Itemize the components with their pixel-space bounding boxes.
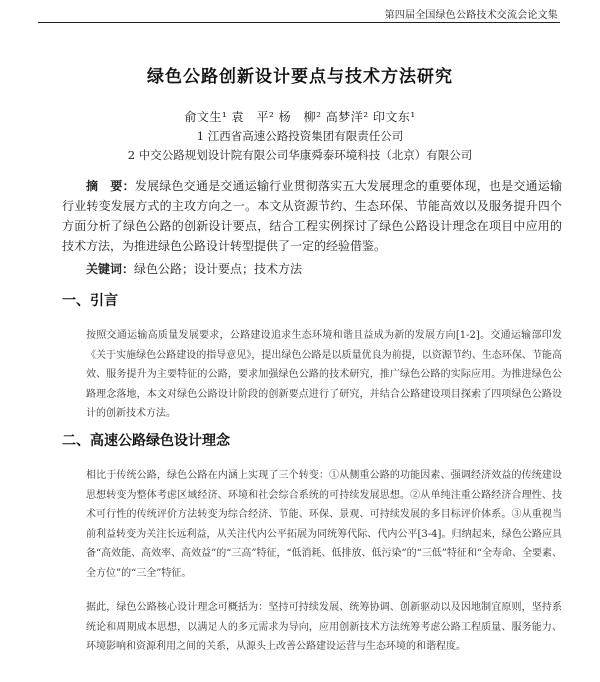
abstract: [62, 176, 562, 256]
section-heading-introduction: 一、引言: [62, 293, 118, 309]
header-rule: [38, 22, 560, 23]
affiliation-2: 2 中交公路规划设计院有限公司华康舜泰环境科技（北京）有限公司: [127, 148, 473, 162]
paragraph: 据此，绿色公路核心设计理念可概括为：坚持可持续发展、统筹协调、创新驱动以及因地制宜原则，坚持系统论和周期成本思想，以满足人的多元需求为导向，应用创新技术方法统筹考虑公路工程质量、服务能力、环境影响和资源利用之间的关系，从源头上改善公路建设运营与生态环境的和谐程度。: [86, 602, 562, 652]
running-header: 第四届全国绿色公路技术交流会论文集: [384, 10, 558, 21]
affiliation-1: 1 江西省高速公路投资集团有限责任公司: [196, 129, 404, 143]
section-heading-design-concept: 二、高速公路绿色设计理念: [62, 433, 230, 449]
keywords: [86, 260, 562, 277]
abstract-label: 摘 要：: [86, 179, 135, 193]
keywords-label: 关键词：: [86, 262, 135, 276]
paper-title: 绿色公路创新设计要点与技术方法研究: [147, 67, 453, 87]
author-list: 俞文生¹ 袁 平² 杨 柳² 高梦洋² 印文东¹: [184, 110, 416, 124]
keywords-text: 绿色公路；设计要点；技术方法: [134, 262, 303, 276]
paragraph: 相比于传统公路，绿色公路在内涵上实现了三个转变：①从侧重公路的功能因素、强调经济效益的传统建设思想转变为整体考虑区域经济、环境和社会综合系统的可持续发展思想。②从单纯注重公路经济合理性、技术可行性的传统评价方法转变为综合经济、节能、环保、景观、可持续发展的多目标评价体系。③从重视当前利益转变为关注长远利益，从关注代内公平拓展为同统筹代际、代内公平[3-4]。归纳起来，绿色公路应具备“高效能、高效率、高效益”的“三高”特征，“低消耗、低排放、低污染”的“三低”特征和“全寿命、全要素、全方位”的“三全”特征。: [86, 470, 563, 579]
abstract-text: 发展绿色交通是交通运输行业贯彻落实五大发展理念的重要体现，也是交通运输行业转变发展方式的主攻方向之一。本文从资源节约、生态环保、节能高效以及服务提升四个方面分析了绿色公路的创新设计要点，结合工程实例探讨了绿色公路设计理念在项目中应用的技术方法，为推进绿色公路设计转型提供了一定的经验借鉴。: [62, 179, 562, 253]
paragraph: 按照交通运输高质量发展要求，公路建设追求生态环境和谐且益成为新的发展方向[1-2]。交通运输部印发《关于实施绿色公路建设的指导意见》，提出绿色公路是以质量优良为前提，以资源节约、生态环保、节能高效、服务提升为主要特征的公路，要求加强绿色公路的技术研究，推广绿色公路的实际应用。为推进绿色公路理念落地，本文对绿色公路设计阶段的创新要点进行了研究，并结合公路建设项目探索了四项绿色公路设计的创新技术方法。: [86, 330, 562, 419]
